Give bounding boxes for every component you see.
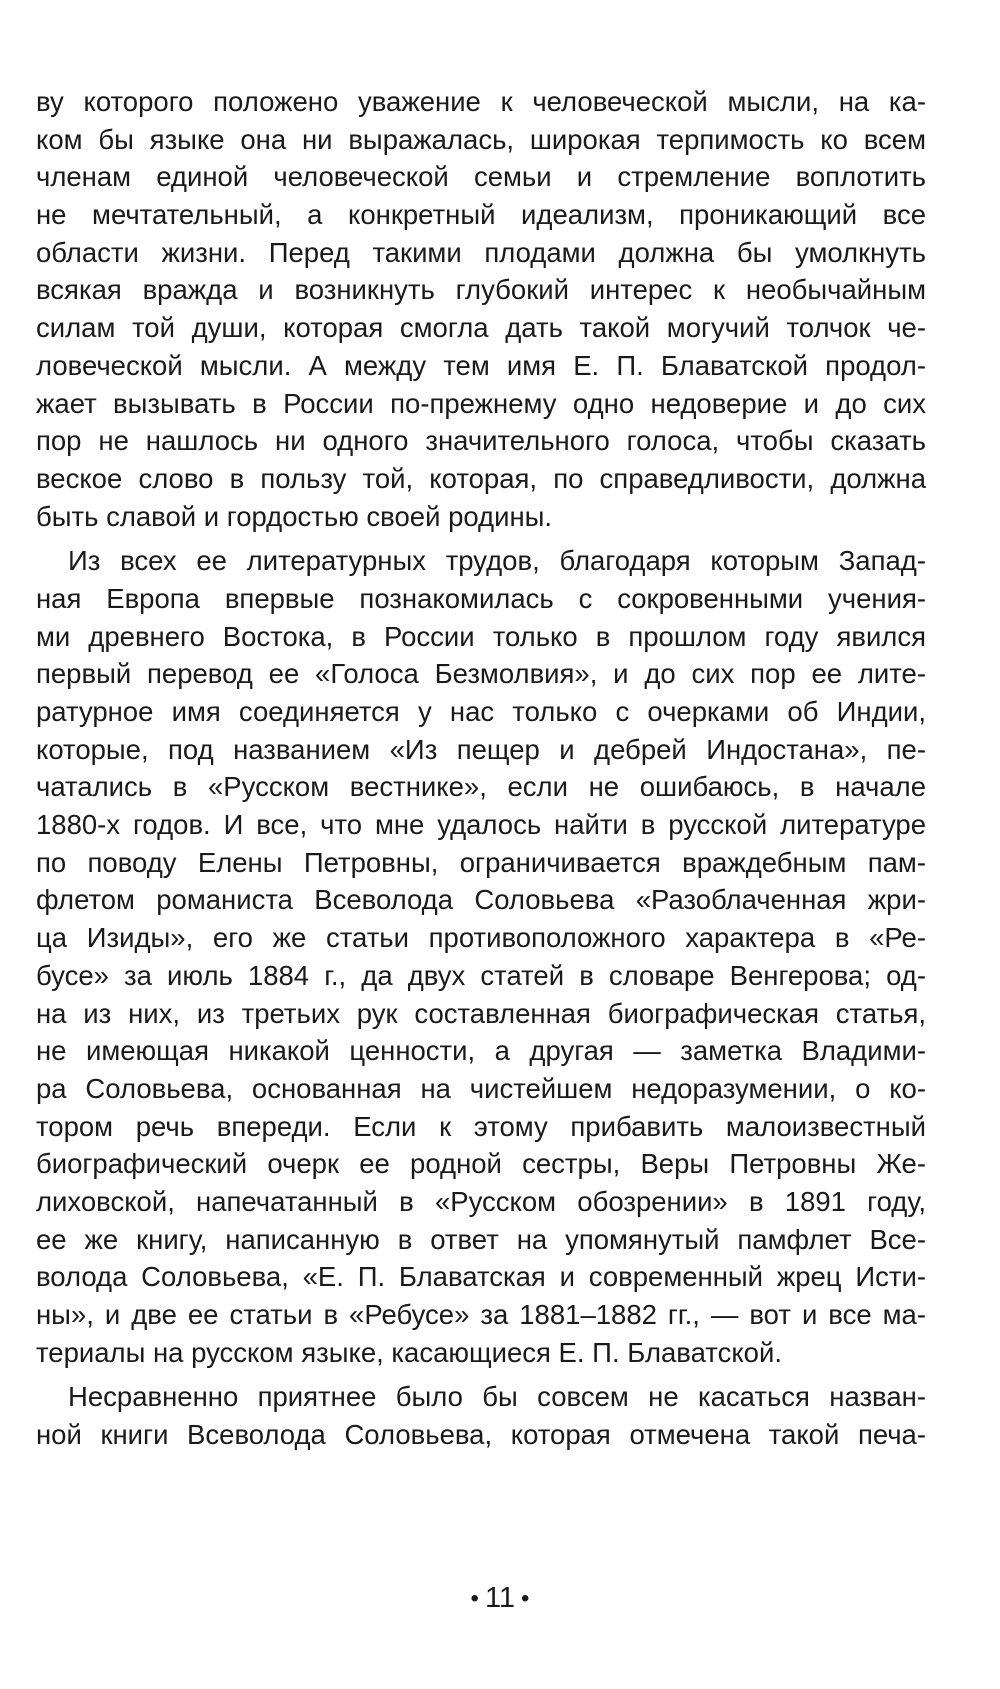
- text-line: не мечтательный, а конкретный идеализм, проникающий все: [36, 199, 926, 231]
- text-line: Несравненно приятнее было бы совсем не касаться назван-: [68, 1381, 926, 1413]
- text-line: области жизни. Перед такими плодами должна бы умолкнуть: [36, 236, 926, 268]
- text-line: жает вызывать в России по-прежнему одно недоверие и до сих: [36, 387, 926, 419]
- paragraph-1: [36, 83, 926, 535]
- page-number: [0, 1580, 1000, 1617]
- text-line: ком бы языке она ни выражалась, широкая терпимость ко всем: [36, 123, 926, 155]
- text-line: всякая вражда и возникнуть глубокий интерес к необычайным: [36, 274, 926, 306]
- text-line: тором речь впереди. Если к этому прибавить малоизвестный: [36, 1110, 926, 1142]
- text-line: ная Европа впервые познакомилась с сокровенными учения-: [36, 582, 926, 614]
- paragraph-3: [36, 1378, 926, 1453]
- text-line: биографический очерк ее родной сестры, Веры Петровны Же-: [36, 1148, 926, 1180]
- text-line: ра Соловьева, основанная на чистейшем недоразумении, о ко-: [36, 1072, 926, 1104]
- text-line: по поводу Елены Петровны, ограничивается враждебным пам-: [36, 846, 926, 878]
- text-line: первый перевод ее «Голоса Безмолвия», и до сих пор ее лите-: [36, 658, 926, 690]
- text-line: бусе» за июль 1884 г., да двух статей в словаре Венгерова; од-: [36, 959, 926, 991]
- text-line: териалы на русском языке, касающиеся Е. П. Блаватской.: [36, 1336, 782, 1368]
- text-line: быть славой и гордостью своей родины.: [36, 500, 553, 532]
- text-line: Из всех ее литературных трудов, благодаря которым Запад-: [68, 545, 926, 577]
- text-line: членам единой человеческой семьи и стремление воплотить: [36, 161, 926, 193]
- text-line: ми древнего Востока, в России только в прошлом году явился: [36, 620, 926, 652]
- text-line: лиховской, напечатанный в «Русском обозрении» в 1891 году,: [36, 1185, 926, 1217]
- text-line: пор не нашлось ни одного значительного голоса, чтобы сказать: [36, 425, 926, 457]
- page-number-value: 11: [484, 1582, 516, 1614]
- text-line: ной книги Всеволода Соловьева, которая отмечена такой печа-: [36, 1419, 926, 1451]
- text-line: ратурное имя соединяется у нас только с очерками об Индии,: [36, 696, 926, 727]
- text-line: флетом романиста Всеволода Соловьева «Разоблаченная жри-: [36, 884, 926, 916]
- text-line: которые, под названием «Из пещер и дебрей Индостана», пе-: [36, 733, 926, 765]
- text-line: не имеющая никакой ценности, а другая — заметка Владими-: [36, 1035, 926, 1067]
- text-line: чатались в «Русском вестнике», если не ошибаюсь, в начале: [36, 771, 926, 803]
- text-line: ны», и две ее статьи в «Ребусе» за 1881–1882 гг., — вот и все ма-: [36, 1299, 926, 1330]
- paragraph-2: [36, 542, 926, 1371]
- bullet-icon: •: [521, 1585, 530, 1613]
- text-line: силам той души, которая смогла дать такой могучий толчок че-: [36, 312, 926, 344]
- text-line: на из них, из третьих рук составленная биографическая статья,: [36, 997, 926, 1029]
- text-line: ловеческой мысли. А между тем имя Е. П. Блаватской продол-: [36, 349, 926, 381]
- text-line: веское слово в пользу той, которая, по справедливости, должна: [36, 462, 926, 494]
- text-line: 1880-х годов. И все, что мне удалось найти в русской литературе: [36, 809, 926, 841]
- bullet-icon: •: [470, 1585, 479, 1613]
- text-line: ее же книгу, написанную в ответ на упомянутый памфлет Все-: [36, 1223, 926, 1255]
- text-line: волода Соловьева, «Е. П. Блаватская и современный жрец Исти-: [36, 1261, 926, 1293]
- text-line: ву которого положено уважение к человеческой мысли, на ка-: [36, 86, 926, 117]
- text-line: ца Изиды», его же статьи противоположного характера в «Ре-: [36, 922, 926, 954]
- body-text: [36, 83, 926, 1454]
